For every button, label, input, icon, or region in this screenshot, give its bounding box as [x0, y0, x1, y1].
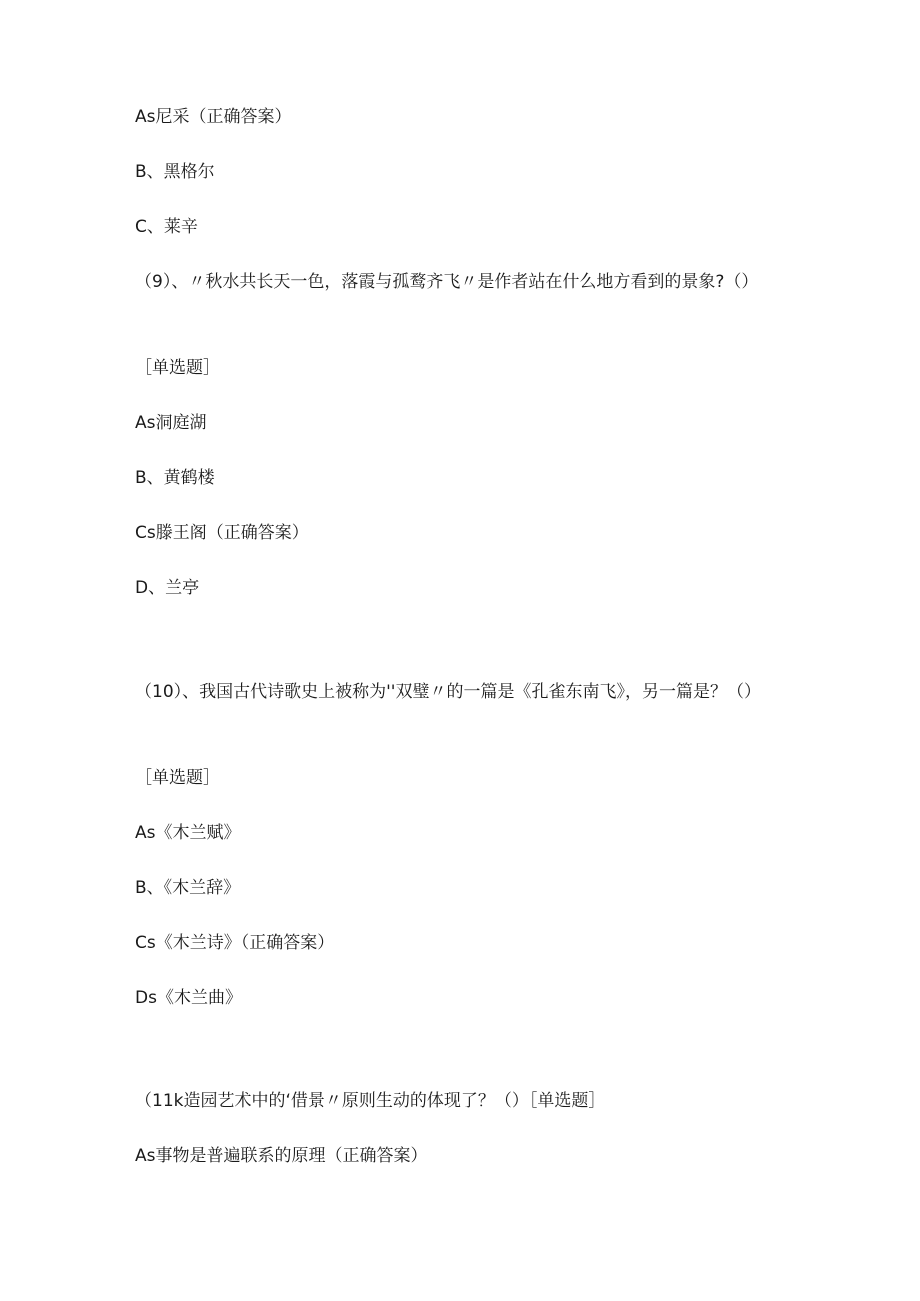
q11-option-a: As事物是普遍联系的原理（正确答案） [135, 1146, 428, 1166]
q9-option-a: As洞庭湖 [135, 413, 207, 433]
q9-type: ［单选题］ [135, 358, 220, 378]
q11-question: （11k造园艺术中的‘借景〃原则生动的体现了？（）［单选题］ [135, 1091, 606, 1111]
q8-option-a: As尼采（正确答案） [135, 107, 292, 127]
q10-option-d: Ds《木兰曲》 [135, 988, 242, 1008]
q10-option-b: B、《木兰辞》 [135, 878, 241, 898]
q9-option-c: Cs滕王阁（正确答案） [135, 523, 309, 543]
q9-option-b: B、黄鹤楼 [135, 468, 215, 488]
q10-option-a: As《木兰赋》 [135, 823, 241, 843]
q8-option-b: B、黑格尔 [135, 162, 215, 182]
q8-option-c: C、莱辛 [135, 217, 198, 237]
q10-question: （10）、我国古代诗歌史上被称为''双璧〃的一篇是《孔雀东南飞》，另一篇是？（） [135, 682, 761, 702]
q10-option-c: Cs《木兰诗》（正确答案） [135, 933, 335, 953]
q9-option-d: D、兰亭 [135, 578, 200, 598]
q10-type: ［单选题］ [135, 768, 220, 788]
q9-question: （9）、〃秋水共长天一色，落霞与孤鹜齐飞〃是作者站在什么地方看到的景象?（） [135, 272, 759, 292]
